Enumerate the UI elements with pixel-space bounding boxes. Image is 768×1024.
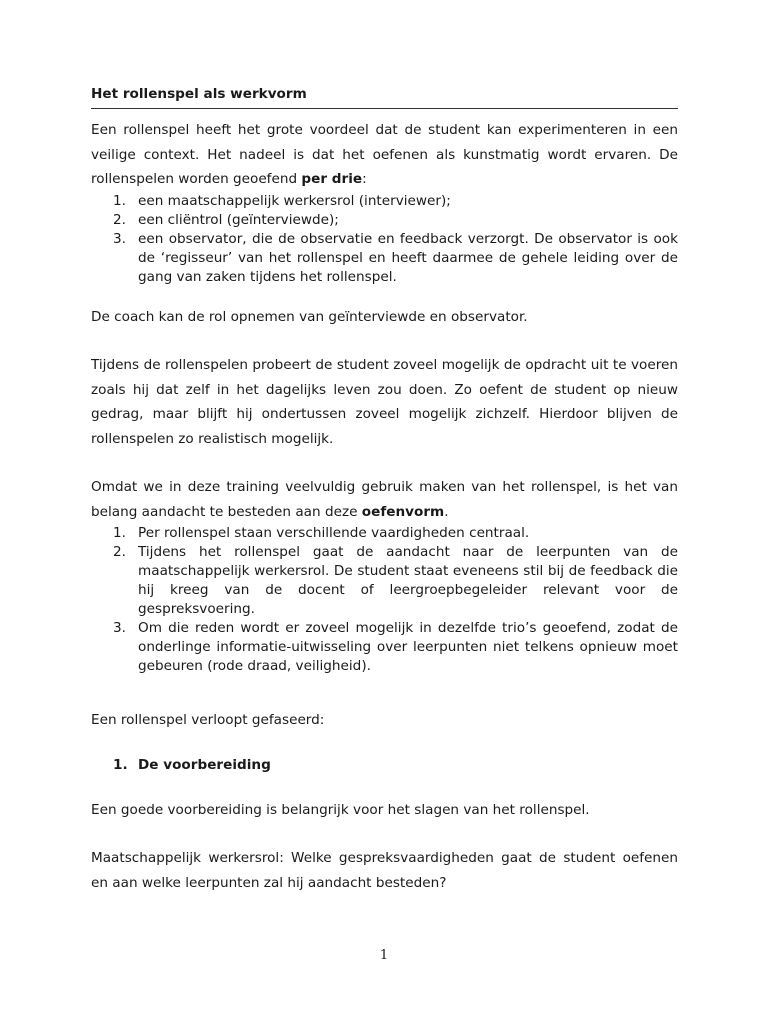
intro-text: Een rollenspel heeft het grote voordeel dat de student kan experimenteren in een veilige context. Het nadeel is dat het oefenen als kunstmatig wordt ervaren. De rollenspelen worden geoefend [91,122,678,187]
list-item: 3. een observator, die de observatie en feedback verzorgt. De observator is ook de ‘regisseur’ van het rollenspel en heeft daarmee de gehele leiding over de gang van zaken tijdens het rollenspel. [113,230,678,285]
intro-paragraph [91,118,678,192]
intro-text-end: : [362,171,367,187]
coach-paragraph: De coach kan de rol opnemen van geïnterviewde en observator. [91,308,528,325]
list-item: 3. Om die reden wordt er zoveel mogelijk in dezelfde trio’s geoefend, zodat de onderlinge informatie-uitwisseling over leerpunten niet telkens opnieuw moet gebeuren (rode draad, veiligheid). [113,620,678,674]
tijdens-paragraph: Tijdens de rollenspelen probeert de student zoveel mogelijk de opdracht uit te voeren zoals hij dat zelf in het dagelijks leven zou doen. Zo oefent de student op nieuw gedrag, maar blijft hij ondertussen zoveel mogelijk zichzelf. Hierdoor blijven de rollenspelen zo realistisch mogelijk. [91,357,678,447]
maatschappelijk-paragraph: Maatschappelijk werkersrol: Welke gespreksvaardigheden gaat de student oefenen en aan welke leerpunten zal hij aandacht besteden? [91,850,678,891]
points-list [91,524,678,676]
page-number: 1 [379,948,389,963]
document-page [91,84,678,895]
list-item: 2. Tijdens het rollenspel gaat de aandacht naar de leerpunten van de maatschappelijk werkersrol. De student staat eveneens stil bij de feedback die hij kreeg van de docent of leergroepbegeleider relevant voor de gespreksvoering. [113,544,678,617]
omdat-bold: oefenvorm [361,503,445,520]
omdat-paragraph: Omdat we in deze training veelvuldig gebruik maken van het rollenspel, is het van belang aandacht te besteden aan deze oefenvorm. [91,479,678,520]
intro-bold: per drie [301,171,363,187]
list-item: 1. Per rollenspel staan verschillende vaardigheden centraal. [113,525,530,541]
section-heading: 1. De voorbereiding [113,756,271,773]
list-item: 1. een maatschappelijk werkersrol (interviewer); [113,192,451,209]
document-title: Het rollenspel als werkvorm [91,84,678,109]
list-item: 2. een cliëntrol (geïnterviewde); [113,211,339,228]
prep-paragraph: Een goede voorbereiding is belangrijk voor het slagen van het rollenspel. [91,801,590,818]
phased-paragraph: Een rollenspel verloopt gefaseerd: [91,712,325,728]
roles-list [91,192,678,287]
